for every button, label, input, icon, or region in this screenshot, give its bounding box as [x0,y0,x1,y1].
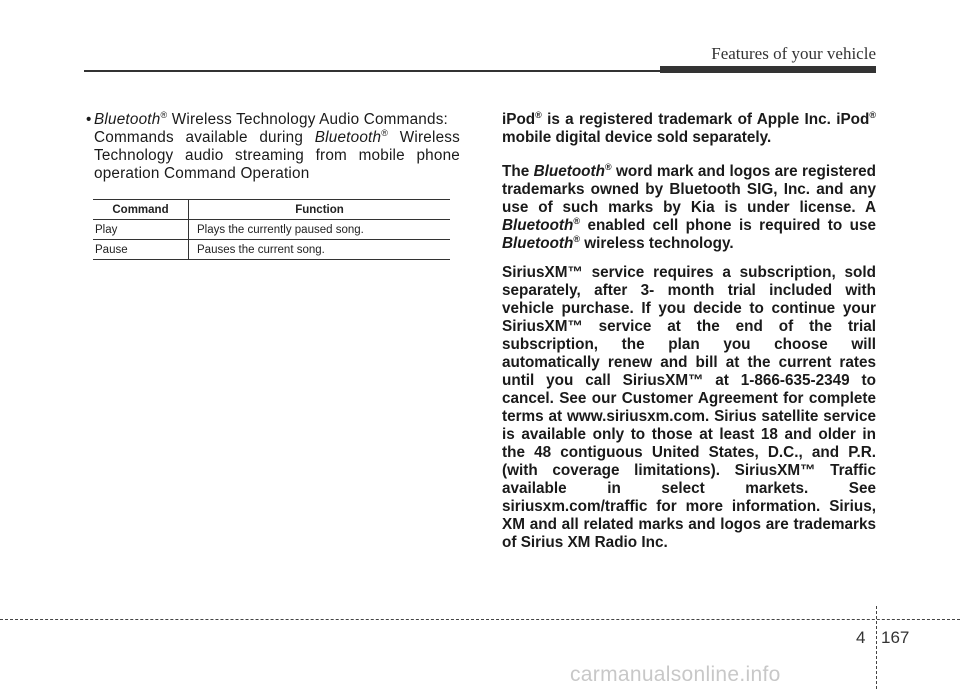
command-cell: Pause [93,240,189,260]
bluetooth-word: Bluetooth [502,235,574,252]
table-row [93,220,450,240]
function-cell: Pauses the current song. [189,240,451,260]
section-title: Features of your vehicle [711,44,876,63]
bullet-glyph: • [86,111,92,128]
registered-mark: ® [381,127,389,138]
column-header-function: Function [189,200,451,220]
trademark-notices [502,111,876,552]
header-bar [660,66,876,73]
bt-the: The [502,163,534,180]
bullet-title [86,111,460,129]
table-row [93,240,450,260]
ipod-text: is a registered trademark of Apple Inc. iPod [541,111,870,128]
bluetooth-word: Bluetooth [314,129,382,146]
footer-rule [0,619,960,620]
header-rule [84,70,660,72]
siriusxm-notice: SiriusXM™ service requires a subscription, sold separately, after 3- month trial included with vehicle purchase. If you decide to continue your SiriusXM™ service at the end of the trial subscription, the plan you choose will automatically renew and bill at the current rates until you call SiriusXM™ at 1-866-635-2349 to cancel. See our Customer Agreement for complete terms at www.siriusxm.com. Sirius satellite service is available only to those at least 18 and older in the 48 contiguous United States, D.C., and P.R. (with coverage limitations). SiriusXM™ Traffic available in select markets. See siriusxm.com/traffic for more information. Sirius, XM and all related marks and logos are trademarks of Sirius XM Radio Inc. [502,264,876,551]
bluetooth-commands-bullet [86,111,460,183]
bullet-desc-part1: Commands available during [94,129,315,146]
ipod-notice [502,111,876,147]
bluetooth-notice [502,163,876,253]
bluetooth-word: Bluetooth [94,111,161,128]
registered-mark: ® [535,109,542,120]
bt-text-c: wireless technology. [580,235,734,252]
ipod-text-end: mobile digital device sold separately. [502,129,772,146]
ipod-word: iPod [502,111,536,128]
bullet-description [86,129,460,183]
registered-mark: ® [604,161,612,172]
bt-text-a: word mark and logos are registered trademarks owned by Bluetooth SIG, Inc. and any use of such marks by Kia is under license. A [502,163,876,216]
registered-mark: ® [160,109,168,120]
bullet-desc-part2: Wireless Technology audio streaming from mobile phone operation Command Operation [94,129,460,182]
registered-mark: ® [573,215,581,226]
bluetooth-word: Bluetooth [533,163,605,180]
table-header-row [93,200,450,220]
registered-mark: ® [869,109,876,120]
page-number: 167 [881,628,910,647]
bullet-title-text: Wireless Technology Audio Commands: [167,111,448,128]
function-cell: Plays the currently paused song. [189,220,451,240]
chapter-number: 4 [856,628,866,647]
audio-commands-table [93,199,450,260]
bt-text-b: enabled cell phone is required to use [580,217,876,234]
command-cell: Play [93,220,189,240]
column-header-command: Command [93,200,189,220]
watermark: carmanualsonline.info [570,663,781,686]
registered-mark: ® [573,233,581,244]
bluetooth-word: Bluetooth [502,217,574,234]
footer-divider [876,606,877,689]
